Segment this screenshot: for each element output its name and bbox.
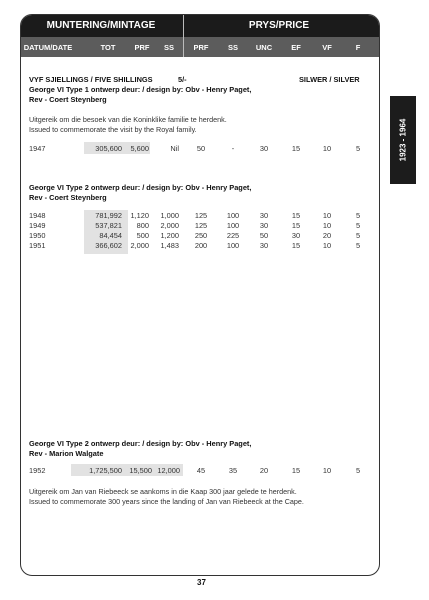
design-line: Rev - Coert Steynberg bbox=[29, 95, 107, 104]
col-ss-mintage: SS bbox=[163, 43, 175, 52]
cell-ef: 15 bbox=[291, 144, 301, 153]
col-date: DATUM/DATE bbox=[23, 43, 73, 52]
col-tot: TOT bbox=[100, 43, 116, 52]
table-row bbox=[21, 211, 379, 221]
cell-ss: Nil bbox=[170, 144, 179, 153]
cell-price-prf: 50 bbox=[196, 144, 206, 153]
cell-unc: 30 bbox=[259, 241, 269, 250]
cell-tot: 537,821 bbox=[95, 221, 122, 230]
cell-ef: 30 bbox=[291, 231, 301, 240]
table-row bbox=[21, 144, 379, 154]
cell-vf: 10 bbox=[322, 466, 332, 475]
cell-price-ss: 225 bbox=[226, 231, 240, 240]
cell-ss: 1,200 bbox=[160, 231, 179, 240]
cell-f: 5 bbox=[355, 144, 361, 153]
cell-price-prf: 125 bbox=[194, 211, 208, 220]
header-group-bar bbox=[21, 15, 379, 37]
cell-tot: 366,602 bbox=[95, 241, 122, 250]
note-line: Uitgereik om Jan van Riebeeck se aankoms in die Kaap 300 jaar gelede te herdenk. bbox=[29, 487, 297, 496]
price-group-heading: PRYS/PRICE bbox=[248, 20, 310, 31]
cell-ss: 12,000 bbox=[157, 466, 180, 475]
design-line: George VI Type 2 ontwerp deur: / design by: Obv - Henry Paget, bbox=[29, 439, 252, 448]
cell-price-ss: 35 bbox=[228, 466, 238, 475]
cell-vf: 10 bbox=[322, 241, 332, 250]
cell-prf: 800 bbox=[136, 221, 149, 230]
cell-price-ss: 100 bbox=[226, 211, 240, 220]
table-row bbox=[21, 231, 379, 241]
cell-date: 1948 bbox=[29, 211, 46, 220]
col-ef: EF bbox=[291, 43, 301, 52]
cell-unc: 30 bbox=[259, 144, 269, 153]
cell-vf: 20 bbox=[322, 231, 332, 240]
cell-vf: 10 bbox=[322, 144, 332, 153]
era-side-tab bbox=[390, 96, 416, 184]
note-line: Issued to commemorate 300 years since the landing of Jan van Riebeeck at the Cape. bbox=[29, 497, 304, 506]
cell-f: 5 bbox=[355, 241, 361, 250]
col-prf-mintage: PRF bbox=[134, 43, 150, 52]
catalogue-frame bbox=[20, 14, 380, 576]
cell-vf: 10 bbox=[322, 211, 332, 220]
cell-ss: 2,000 bbox=[160, 221, 179, 230]
cell-price-ss: 100 bbox=[226, 221, 240, 230]
cell-prf: 1,120 bbox=[130, 211, 149, 220]
cell-price-prf: 250 bbox=[194, 231, 208, 240]
cell-unc: 30 bbox=[259, 221, 269, 230]
cell-tot: 1,725,500 bbox=[89, 466, 122, 475]
cell-vf: 10 bbox=[322, 221, 332, 230]
cell-prf: 5,600 bbox=[130, 144, 149, 153]
metal: SILWER / SILVER bbox=[299, 75, 360, 84]
cell-price-prf: 45 bbox=[196, 466, 206, 475]
cell-date: 1951 bbox=[29, 241, 46, 250]
col-f: F bbox=[355, 43, 361, 52]
design-line: Rev - Coert Steynberg bbox=[29, 193, 107, 202]
cell-tot: 84,454 bbox=[99, 231, 122, 240]
table-row bbox=[21, 221, 379, 231]
cell-prf: 500 bbox=[136, 231, 149, 240]
cell-ss: 1,483 bbox=[160, 241, 179, 250]
cell-date: 1949 bbox=[29, 221, 46, 230]
cell-ef: 15 bbox=[291, 221, 301, 230]
denomination: 5/- bbox=[178, 75, 187, 84]
header-divider bbox=[183, 15, 184, 57]
note-line: Uitgereik om die besoek van die Koninklike familie te herdenk. bbox=[29, 115, 227, 124]
cell-prf: 2,000 bbox=[130, 241, 149, 250]
header-column-bar bbox=[21, 37, 379, 57]
section-title: VYF SJIELLINGS / FIVE SHILLINGS bbox=[29, 75, 153, 84]
cell-price-prf: 125 bbox=[194, 221, 208, 230]
design-line: Rev - Marion Walgate bbox=[29, 449, 104, 458]
cell-price-ss: 100 bbox=[226, 241, 240, 250]
design-line: George VI Type 2 ontwerp deur: / design by: Obv - Henry Paget, bbox=[29, 183, 252, 192]
col-unc: UNC bbox=[255, 43, 273, 52]
cell-f: 5 bbox=[355, 231, 361, 240]
era-label: 1923 - 1964 bbox=[398, 118, 408, 162]
note-line: Issued to commemorate the visit by the Royal family. bbox=[29, 125, 197, 134]
cell-tot: 781,992 bbox=[95, 211, 122, 220]
cell-ef: 15 bbox=[291, 466, 301, 475]
cell-price-prf: 200 bbox=[194, 241, 208, 250]
page-number: 37 bbox=[197, 578, 206, 587]
cell-f: 5 bbox=[355, 221, 361, 230]
col-prf-price: PRF bbox=[193, 43, 209, 52]
cell-date: 1950 bbox=[29, 231, 46, 240]
mintage-group-heading: MUNTERING/MINTAGE bbox=[46, 20, 156, 31]
table-row bbox=[21, 466, 379, 476]
cell-tot: 305,600 bbox=[95, 144, 122, 153]
cell-prf: 15,500 bbox=[129, 466, 152, 475]
cell-ss: 1,000 bbox=[160, 211, 179, 220]
design-line: George VI Type 1 ontwerp deur: / design by: Obv - Henry Paget, bbox=[29, 85, 252, 94]
table-row bbox=[21, 241, 379, 251]
cell-date: 1952 bbox=[29, 466, 46, 475]
col-vf: VF bbox=[322, 43, 332, 52]
cell-unc: 50 bbox=[259, 231, 269, 240]
cell-price-ss: - bbox=[231, 144, 235, 153]
cell-date: 1947 bbox=[29, 144, 46, 153]
cell-ef: 15 bbox=[291, 211, 301, 220]
cell-ef: 15 bbox=[291, 241, 301, 250]
cell-f: 5 bbox=[355, 466, 361, 475]
cell-unc: 30 bbox=[259, 211, 269, 220]
col-ss-price: SS bbox=[227, 43, 239, 52]
cell-f: 5 bbox=[355, 211, 361, 220]
cell-unc: 20 bbox=[259, 466, 269, 475]
